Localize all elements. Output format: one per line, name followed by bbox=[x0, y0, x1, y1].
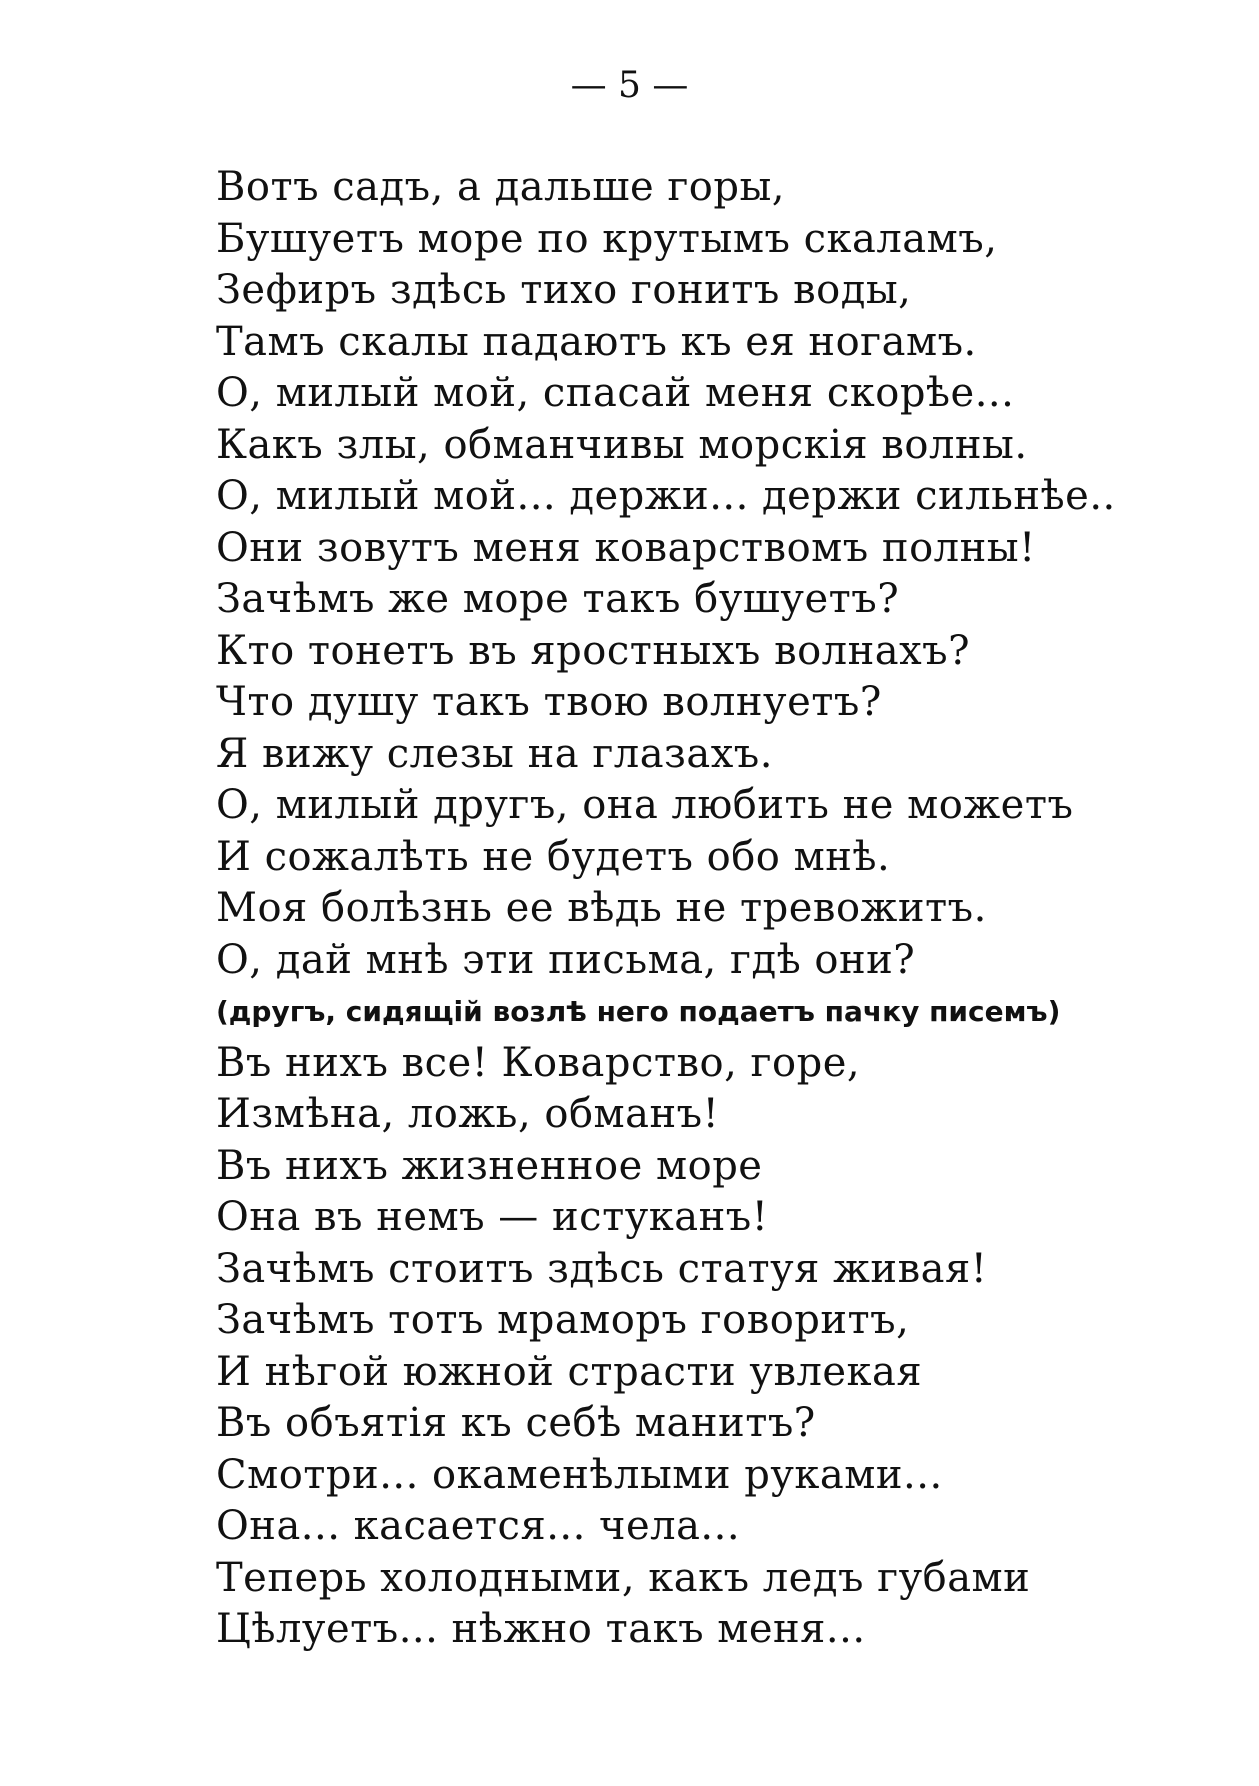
poem-line: И нѣгой южной страсти увлекая bbox=[216, 1348, 923, 1395]
poem-line: Зефиръ здѣсь тихо гонитъ воды, bbox=[216, 267, 912, 313]
poem-line: Смотри... окаменѣлыми руками... bbox=[216, 1451, 943, 1498]
poem-line: Измѣна, ложь, обманъ! bbox=[216, 1091, 720, 1137]
poem-line: Она въ немъ — истуканъ! bbox=[216, 1194, 769, 1240]
poem-line: Она... касается... чела... bbox=[216, 1503, 741, 1549]
poem-line: О, милый мой, спасай меня скорѣе... bbox=[216, 370, 1015, 416]
poem-line: О, дай мнѣ эти письма, гдѣ они? bbox=[216, 936, 916, 983]
poem-line: И сожалѣть не будетъ обо мнѣ. bbox=[216, 833, 891, 880]
poem-line: Что душу такъ твою волнуетъ? bbox=[216, 679, 882, 725]
poem-line: Зачѣмъ стоитъ здѣсь статуя живая! bbox=[216, 1245, 988, 1292]
poem-line: Моя болѣзнь ее вѣдь не тревожитъ. bbox=[216, 885, 987, 931]
poem-line: Въ нихъ все! Коварство, горе, bbox=[216, 1039, 861, 1086]
poem-line: Зачѣмъ же море такъ бушуетъ? bbox=[216, 576, 900, 622]
page-number: — 5 — bbox=[570, 65, 689, 106]
poem-line: Въ объятія къ себѣ манитъ? bbox=[216, 1400, 816, 1446]
poem-line: О, милый мой... держи... держи сильнѣе.. bbox=[216, 473, 1116, 519]
poem-line: Зачѣмъ тотъ мраморъ говоритъ, bbox=[216, 1297, 910, 1343]
stage-direction: (другъ, сидящій возлѣ него подаетъ пачку писемъ) bbox=[216, 995, 1061, 1028]
poem-line: Вотъ садъ, а дальше горы, bbox=[216, 164, 786, 210]
poem-line: Кто тонетъ въ яростныхъ волнахъ? bbox=[216, 627, 971, 674]
poem-text bbox=[216, 162, 1226, 1656]
poem-line: Я вижу слезы на глазахъ. bbox=[216, 730, 773, 777]
poem-line: Бушуетъ море по крутымъ скаламъ, bbox=[216, 215, 998, 262]
poem-line: Въ нихъ жизненное море bbox=[216, 1142, 763, 1189]
poem-line: Они зовутъ меня коварствомъ полны! bbox=[216, 524, 1036, 571]
poem-line: О, милый другъ, она любить не можетъ bbox=[216, 782, 1074, 828]
poem-line: Теперь холодными, какъ ледъ губами bbox=[216, 1554, 1031, 1601]
poem-line: Тамъ скалы падаютъ къ ея ногамъ. bbox=[216, 318, 977, 365]
poem-line: Какъ злы, обманчивы морскія волны. bbox=[216, 421, 1028, 468]
poem-line: Цѣлуетъ... нѣжно такъ меня... bbox=[216, 1606, 866, 1652]
